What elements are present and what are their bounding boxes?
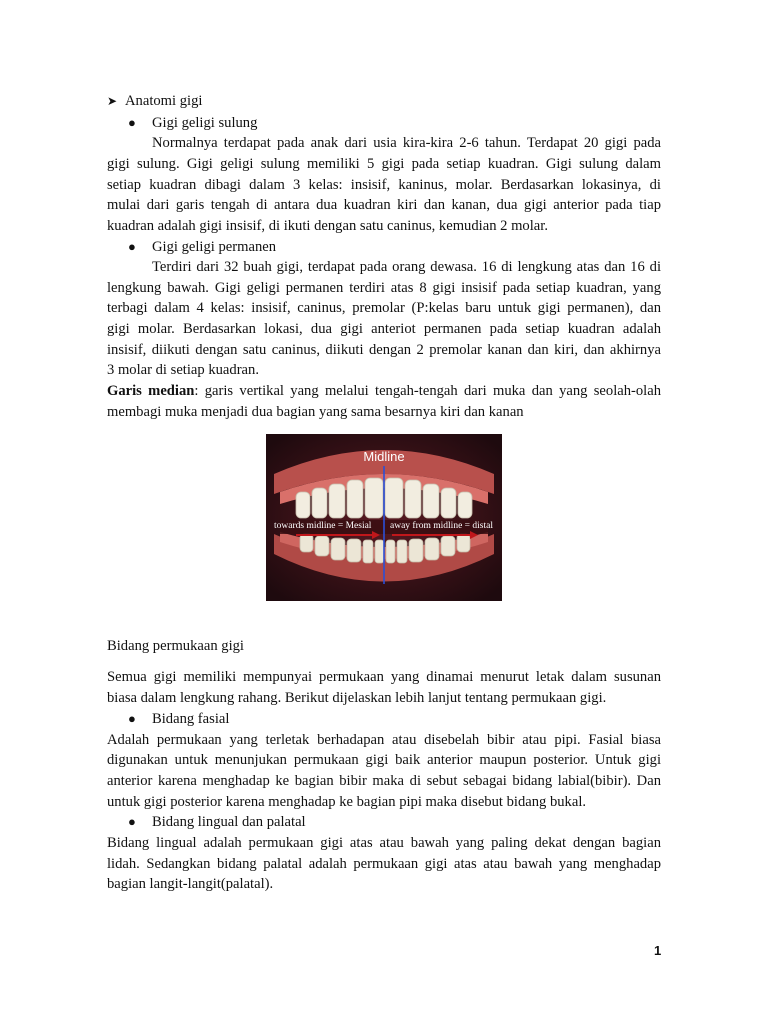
- distal-label: away from midline = distal: [390, 521, 493, 531]
- paragraph-line: untuk gigi posterior karena menghadap ke bagian pipi maka disebut bidang bukal.: [107, 794, 587, 810]
- paragraph-line: bagian langit-langit(palatal).: [107, 876, 274, 892]
- midline-label: Midline: [363, 449, 405, 464]
- paragraph-line: setiap kuadran dibagi dalam 3 kelas: insisif, kaninus, molar. Berdasarkan lokasinya, di: [107, 177, 661, 193]
- paragraph-line: 3 molar di setiap kuadran.: [107, 362, 259, 378]
- paragraph-line: Normalnya terdapat pada anak dari usia kira-kira 2-6 tahun. Terdapat 20 gigi pada: [152, 135, 661, 151]
- bullet-dot-icon: ●: [128, 814, 136, 829]
- paragraph-line: Bidang lingual adalah permukaan gigi atas atau bawah yang paling dekat dengan bagian: [107, 835, 661, 851]
- paragraph-line: mulai dari garis tengah di antara dua kuadran kiri dan kanan, dua gigi anterior pada tiap: [107, 197, 661, 213]
- paragraph-line: lengkung bawah. Gigi geligi permanen terdiri atas 8 gigi insisif pada setiap kuadran, yang: [107, 280, 661, 296]
- paragraph-line: biasa dalam lengkung rahang. Berikut dijelaskan lebih lanjut tentang permukaan gigi.: [107, 690, 607, 706]
- arrow-bullet-icon: ➤: [107, 94, 118, 108]
- bullet-dot-icon: ●: [128, 115, 136, 130]
- paragraph-line: lidah. Sedangkan bidang palatal adalah permukaan gigi atas atau bawah yang menghadap: [107, 856, 661, 872]
- bullet-gigi-sulung: ● Gigi geligi sulung: [128, 115, 258, 131]
- paragraph-line: Semua gigi memiliki mempunyai permukaan yang dinamai menurut letak dalam susunan: [107, 669, 661, 685]
- bullet-gigi-permanen: ● Gigi geligi permanen: [128, 239, 277, 255]
- bullet-bidang-lingual: ● Bidang lingual dan palatal: [128, 814, 306, 830]
- bullet-bidang-fasial: ● Bidang fasial: [128, 711, 230, 727]
- bullet-dot-icon: ●: [128, 239, 136, 254]
- median-definition: Garis median: garis vertikal yang melalui tengah-tengah dari muka dan yang seolah-olah: [107, 383, 662, 399]
- paragraph-line: membagi muka menjadi dua bagian yang sama besarnya kiri dan kanan: [107, 404, 524, 420]
- bullet-dot-icon: ●: [128, 711, 136, 726]
- mesial-label: towards midline = Mesial: [274, 521, 372, 531]
- paragraph-line: gigi sulung. Gigi geligi sulung memiliki 5 gigi pada setiap kuadran. Gigi sulung dalam: [107, 156, 661, 172]
- paragraph-line: Terdiri dari 32 buah gigi, terdapat pada orang dewasa. 16 di lengkung atas dan 16 di: [152, 259, 661, 275]
- heading-anatomi: ➤ Anatomi gigi: [107, 93, 203, 109]
- paragraph-line: Adalah permukaan yang terletak berhadapan atau disebelah bibir atau pipi. Fasial biasa: [107, 732, 661, 748]
- median-term: Garis median: [107, 383, 195, 399]
- paragraph-line: digunakan untuk menunjukan permukaan gigi baik anterior maupun posterior. Untuk gigi: [107, 752, 661, 768]
- section-title: Bidang permukaan gigi: [107, 638, 244, 654]
- paragraph-line: insisif, diikuti dengan satu caninus, diikuti dengan 2 premolar kanan dan kiri, dan akhirnya: [107, 342, 661, 358]
- paragraph-line: gigi molar. Berdasarkan lokasi, dua gigi anteriot permanen pada setiap kuadran adalah: [107, 321, 661, 337]
- paragraph-line: anterior karena menghadap ke bagian bibir maka di sebut sebagai bidang labial(bibir). Dan: [107, 773, 661, 789]
- teeth-illustration: [266, 434, 502, 601]
- paragraph-line: terbagi dalam 4 kelas: insisif, caninus, premolar (P:kelas baru untuk gigi permanen), dan: [107, 300, 661, 316]
- midline-teeth-image: [266, 434, 502, 601]
- paragraph-line: kuadran adalah gigi insisif, di ikuti dengan satu caninus, kemudian 2 molar.: [107, 218, 548, 234]
- page-number: 1: [654, 943, 662, 958]
